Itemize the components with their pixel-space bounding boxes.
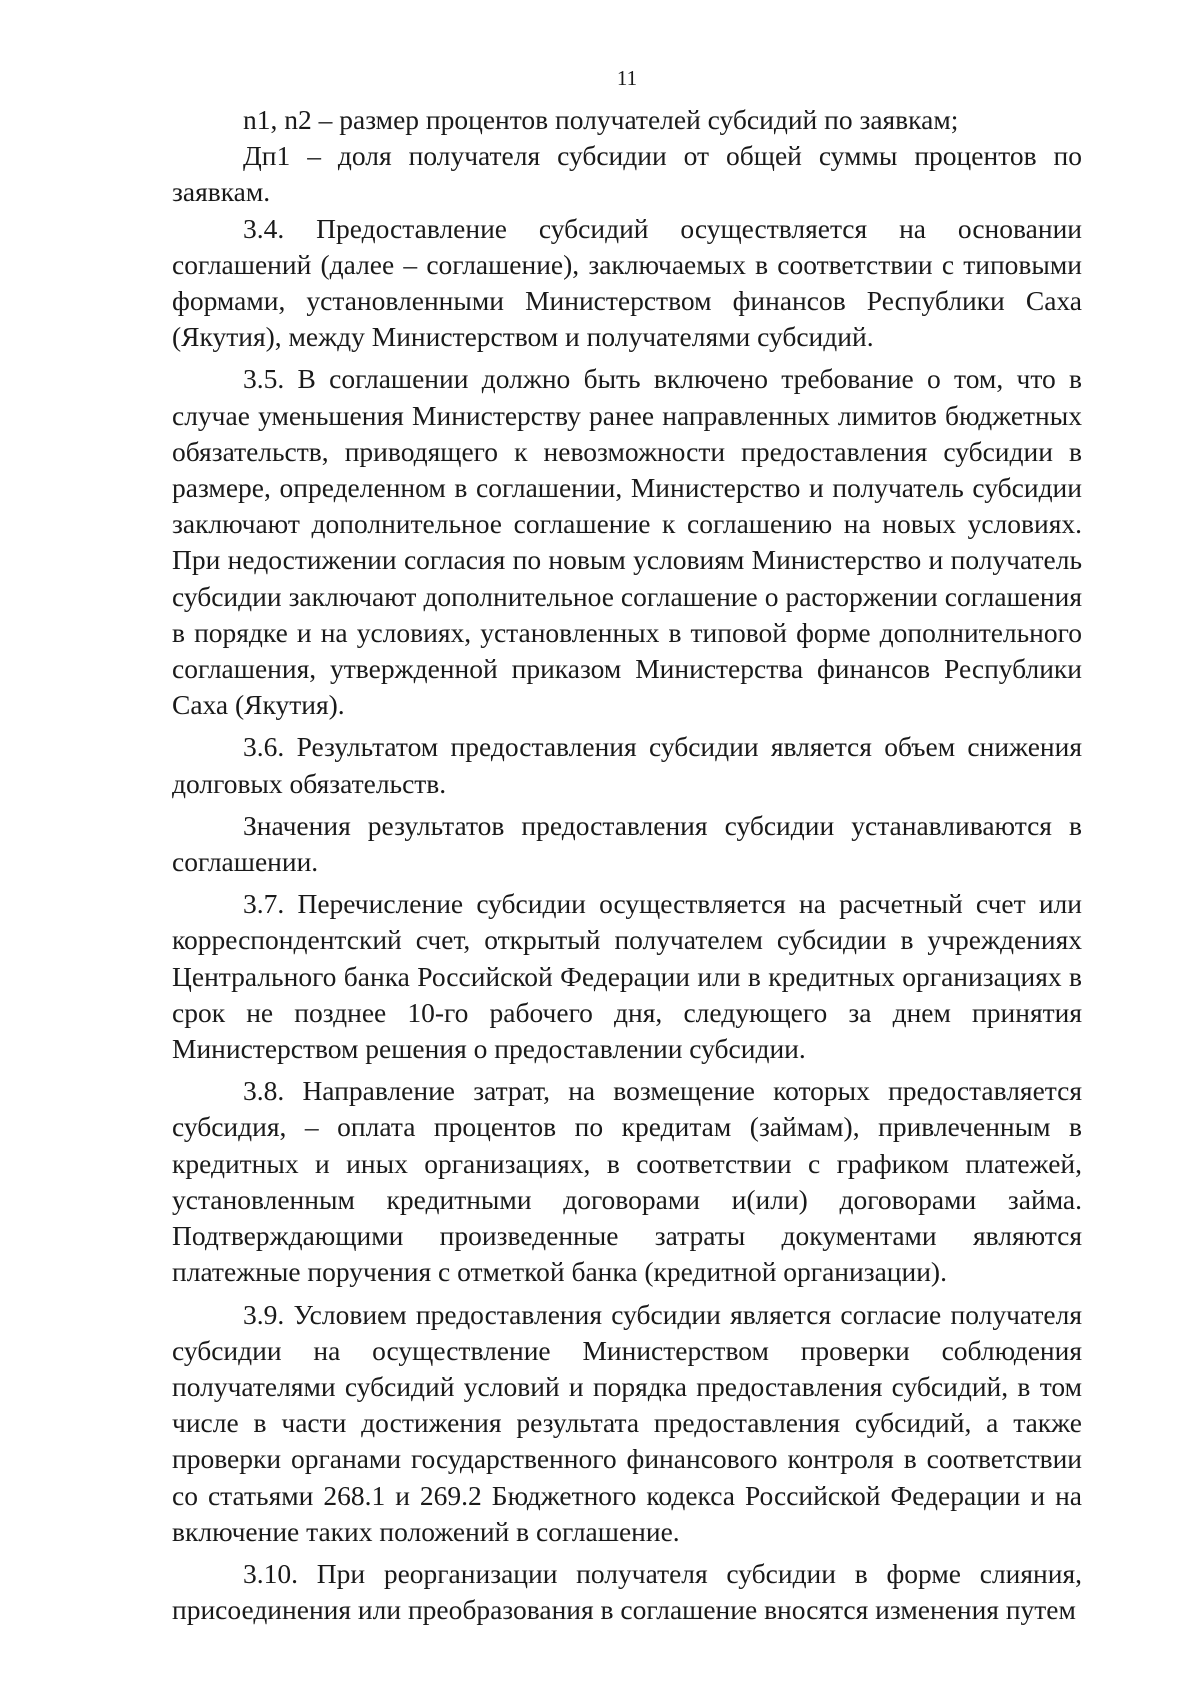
paragraph-3-8: 3.8. Направление затрат, на возмещение которых предоставляется субсидия, – оплата процентов по кредитам (займам), привлеченным в кредитных и иных организациях, в соответствии с графиком платежей, установленным кредитными договорами и(или) договорами займа. Подтверждающими произведенные затраты документами являются платежные поручения с отметкой банка (кредитной организации). xyxy=(172,1075,1082,1288)
page-number: 11 xyxy=(616,66,638,90)
paragraph-3-9: 3.9. Условием предоставления субсидии является согласие получателя субсидии на осуществление Министерством проверки соблюдения получателями субсидий условий и порядка предоставления субсидий, в том числе в части достижения результата предоставления субсидий, а также проверки органами государственного финансового контроля в соответствии со статьями 268.1 и 269.2 Бюджетного кодекса Российской Федерации и на включение таких положений в соглашение. xyxy=(172,1298,1082,1547)
paragraph-3-5: 3.5. В соглашении должно быть включено требование о том, что в случае уменьшения Министерству ранее направленных лимитов бюджетных обязательств, приводящего к невозможности предоставления субсидии в размере, определенном в соглашении, Министерство и получатель субсидии заключают дополнительное соглашение к соглашению на новых условиях. При недостижении согласия по новым условиям Министерство и получатель субсидии заключают дополнительное соглашение о расторжении соглашения в порядке и на условиях, установленных в типовой форме дополнительного соглашения, утвержденной приказом Министерства финансов Республики Саха (Якутия). xyxy=(172,363,1082,721)
paragraph-3-6: 3.6. Результатом предоставления субсидии является объем снижения долговых обязательств. xyxy=(172,731,1082,799)
paragraph-3-7: 3.7. Перечисление субсидии осуществляется на расчетный счет или корреспондентский счет, открытый получателем субсидии в учреждениях Центрального банка Российской Федерации или в кредитных организациях в срок не позднее 10-го рабочего дня, следующего за днем принятия Министерством решения о предоставлении субсидии. xyxy=(172,888,1082,1065)
paragraph-results-values: Значения результатов предоставления субсидии устанавливаются в соглашении. xyxy=(172,809,1082,878)
paragraph-n1-n2: n1, n2 – размер процентов получателей субсидий по заявкам; xyxy=(243,104,959,135)
document-body xyxy=(172,102,1082,1628)
paragraph-3-4: 3.4. Предоставление субсидий осуществляется на основании соглашений (далее – соглашение), заключаемых в соответствии с типовыми формами, установленными Министерством финансов Республики Саха (Якутия), между Министерством и получателями субсидий. xyxy=(172,212,1082,353)
paragraph-dp1: Дп1 – доля получателя субсидии от общей суммы процентов по заявкам. xyxy=(172,140,1082,208)
paragraph-3-10: 3.10. При реорганизации получателя субсидии в форме слияния, присоединения или преобразования в соглашение вносятся изменения путем xyxy=(172,1557,1082,1626)
